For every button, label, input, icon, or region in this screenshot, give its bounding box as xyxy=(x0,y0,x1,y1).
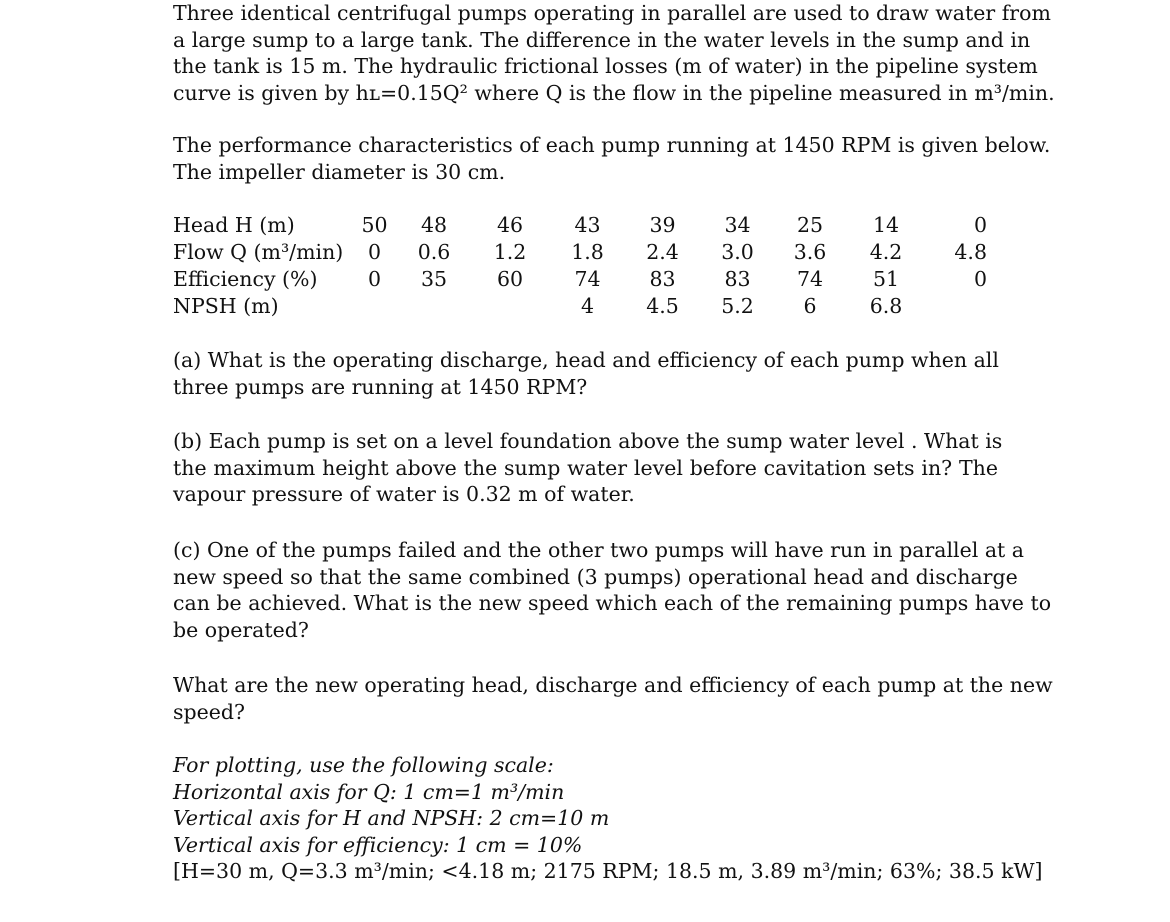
table-cell: 74 xyxy=(796,267,824,291)
text-line: the maximum height above the sump water level before cavitation sets in? The xyxy=(173,455,998,480)
row-label: Head H (m) xyxy=(173,213,295,237)
table-cell: 14 xyxy=(872,213,900,237)
table-cell xyxy=(351,293,398,320)
table-cell: 4.5 xyxy=(646,294,679,318)
table-cell: 4.2 xyxy=(869,240,903,264)
text-line: speed? xyxy=(173,699,246,724)
table-cell: 6.8 xyxy=(869,294,903,318)
question-c xyxy=(173,537,1052,643)
text-line: new speed so that the same combined (3 pumps) operational head and discharge xyxy=(173,564,1018,589)
question-a xyxy=(173,347,998,400)
performance-intro xyxy=(173,132,1051,185)
table-cell: 48 xyxy=(420,213,448,237)
scale-line: Vertical axis for efficiency: 1 cm = 10% xyxy=(173,832,583,857)
table-row-flow xyxy=(173,239,991,266)
row-label: NPSH (m) xyxy=(173,294,279,318)
question-b xyxy=(173,428,1003,508)
text-line: (a) What is the operating discharge, head and efficiency of each pump when all xyxy=(173,348,999,372)
text-line: (b) Each pump is set on a level foundation above the sump water level . What is xyxy=(173,429,1003,453)
problem-intro xyxy=(173,0,1055,106)
pump-performance-table xyxy=(173,212,991,320)
table-cell: 50 xyxy=(361,213,388,237)
table-cell: 0 xyxy=(973,213,987,237)
text-line: can be achieved. What is the new speed which each of the remaining pumps have to xyxy=(173,591,1052,615)
question-d xyxy=(173,672,1053,725)
table-cell xyxy=(398,293,470,320)
text-line: The impeller diameter is 30 cm. xyxy=(173,159,506,184)
text-line: be operated? xyxy=(173,617,309,642)
table-cell: 83 xyxy=(724,267,751,291)
row-label: Flow Q (m³/min) xyxy=(173,240,344,264)
table-cell: 39 xyxy=(649,213,676,237)
scale-line: Vertical axis for H and NPSH: 2 cm=10 m xyxy=(173,806,610,830)
text-line: three pumps are running at 1450 RPM? xyxy=(173,374,588,399)
answer-key: [H=30 m, Q=3.3 m³/min; <4.18 m; 2175 RPM; 18.5 m, 3.89 m³/min; 63%; 38.5 kW] xyxy=(173,859,1043,883)
table-cell: 0 xyxy=(367,240,382,264)
scale-heading: For plotting, use the following scale: xyxy=(173,753,554,777)
table-cell xyxy=(927,293,991,320)
table-cell: 51 xyxy=(872,267,900,291)
table-cell: 0 xyxy=(973,267,987,291)
table-cell: 43 xyxy=(574,213,601,237)
plot-scale-notes xyxy=(173,752,609,858)
table-cell: 60 xyxy=(496,267,524,291)
table-cell: 3.0 xyxy=(721,240,754,264)
text-line: curve is given by hʟ=0.15Q² where Q is the flow in the pipeline measured in m³/min. xyxy=(173,80,1055,105)
table-cell: 3.6 xyxy=(793,240,827,264)
text-line: Three identical centrifugal pumps operating in parallel are used to draw water from xyxy=(173,1,1051,25)
table-cell: 35 xyxy=(420,267,448,291)
text-line: The performance characteristics of each pump running at 1450 RPM is given below. xyxy=(173,133,1051,157)
text-line: What are the new operating head, discharge and efficiency of each pump at the new xyxy=(173,673,1053,697)
table-cell: 4 xyxy=(580,294,595,318)
table-cell: 83 xyxy=(649,267,676,291)
table-cell: 46 xyxy=(496,213,524,237)
table-cell: 1.8 xyxy=(571,240,604,264)
table-cell: 2.4 xyxy=(646,240,679,264)
table-cell: 34 xyxy=(724,213,751,237)
table-cell: 0 xyxy=(367,267,382,291)
text-line: a large sump to a large tank. The difference in the water levels in the sump and in xyxy=(173,27,1031,52)
table-cell: 25 xyxy=(796,213,824,237)
table-row-npsh xyxy=(173,293,991,320)
text-line: vapour pressure of water is 0.32 m of water. xyxy=(173,482,635,506)
table-cell: 74 xyxy=(574,267,601,291)
table-row-efficiency xyxy=(173,266,991,293)
text-line: (c) One of the pumps failed and the other two pumps will have run in parallel at a xyxy=(173,538,1025,562)
table-cell: 4.8 xyxy=(954,240,987,264)
table-cell xyxy=(470,293,550,320)
scale-line: Horizontal axis for Q: 1 cm=1 m³/min xyxy=(173,779,565,804)
table-cell: 5.2 xyxy=(721,294,754,318)
table-cell: 0.6 xyxy=(417,240,451,264)
table-row-head xyxy=(173,212,991,239)
table-cell: 6 xyxy=(803,294,817,318)
table-cell: 1.2 xyxy=(493,240,527,264)
text-line: the tank is 15 m. The hydraulic frictional losses (m of water) in the pipeline system xyxy=(173,54,1038,78)
row-label: Efficiency (%) xyxy=(173,267,318,291)
